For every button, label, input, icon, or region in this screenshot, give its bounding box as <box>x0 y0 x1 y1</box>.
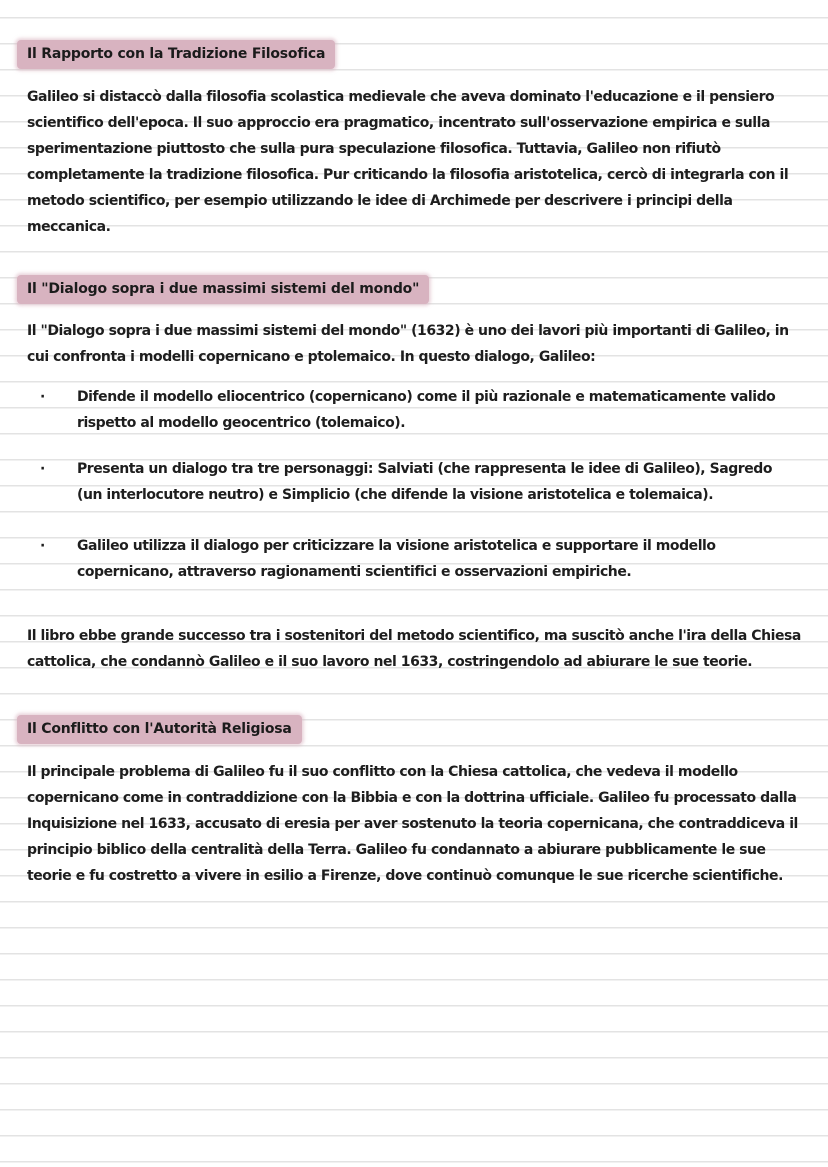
paragraph-dialogo-intro: Il "Dialogo sopra i due massimi sistemi del mondo" (1632) è uno dei lavori più importanti di Galileo, in cui confronta i modelli copernicano e ptolemaico. In questo dialogo, Galileo: <box>27 323 789 365</box>
list-item-text: Presenta un dialogo tra tre personaggi: Salviati (che rappresenta le idee di Galileo), Sagredo (un interlocutore neutro) e Simplicio (che difende la visione aristotelica e tolemaica). <box>77 461 773 503</box>
paragraph-conflitto: Il principale problema di Galileo fu il suo conflitto con la Chiesa cattolica, che vedeva il modello copernicano come in contraddizione con la Bibbia e con la dottrina ufficiale. Galileo fu processato dalla Inquisizione nel 1633, accusato di eresia per aver sostenuto la teoria copernicana, che contraddiceva il principio biblico della centralità della Terra. Galileo fu condannato a abiurare pubblicamente le sue teorie e fu costretto a vivere in esilio a Firenze, dove continuò comunque le sue ricerche scientifiche. <box>27 764 798 884</box>
section-heading-conflitto: Il Conflitto con l'Autorità Religiosa <box>17 715 302 744</box>
section-heading-dialogo: Il "Dialogo sopra i due massimi sistemi del mondo" <box>17 275 429 304</box>
list-item <box>40 384 800 436</box>
paragraph-tradizione-filosofica: Galileo si distaccò dalla filosofia scolastica medievale che aveva dominato l'educazione e il pensiero scientifico dell'epoca. Il suo approccio era pragmatico, incentrato sull'osservazione empirica e sulla sperimentazione piuttosto che sulla pura speculazione filosofica. Tuttavia, Galileo non rifiutò completamente la tradizione filosofica. Pur criticando la filosofia aristotelica, cercò di integrarla con il metodo scientifico, per esempio utilizzando le idee di Archimede per descrivere i principi della meccanica. <box>27 89 789 235</box>
list-item-text: Galileo utilizza il dialogo per criticizzare la visione aristotelica e supportare il modello copernicano, attraverso ragionamenti scientifici e osservazioni empiriche. <box>77 538 716 580</box>
list-item <box>40 456 800 508</box>
bullet-marker: · <box>40 389 45 405</box>
section-heading-tradizione-filosofica: Il Rapporto con la Tradizione Filosofica <box>17 40 335 69</box>
paragraph-dialogo-closing: Il libro ebbe grande successo tra i sostenitori del metodo scientifico, ma suscitò anche l'ira della Chiesa cattolica, che condannò Galileo e il suo lavoro nel 1633, costringendolo ad abiurare le sue teorie. <box>27 628 801 670</box>
bullet-marker: · <box>40 461 45 477</box>
bullet-marker: · <box>40 538 45 554</box>
list-item <box>40 533 800 585</box>
list-item-text: Difende il modello eliocentrico (copernicano) come il più razionale e matematicamente valido rispetto al modello geocentrico (tolemaico). <box>77 389 776 431</box>
